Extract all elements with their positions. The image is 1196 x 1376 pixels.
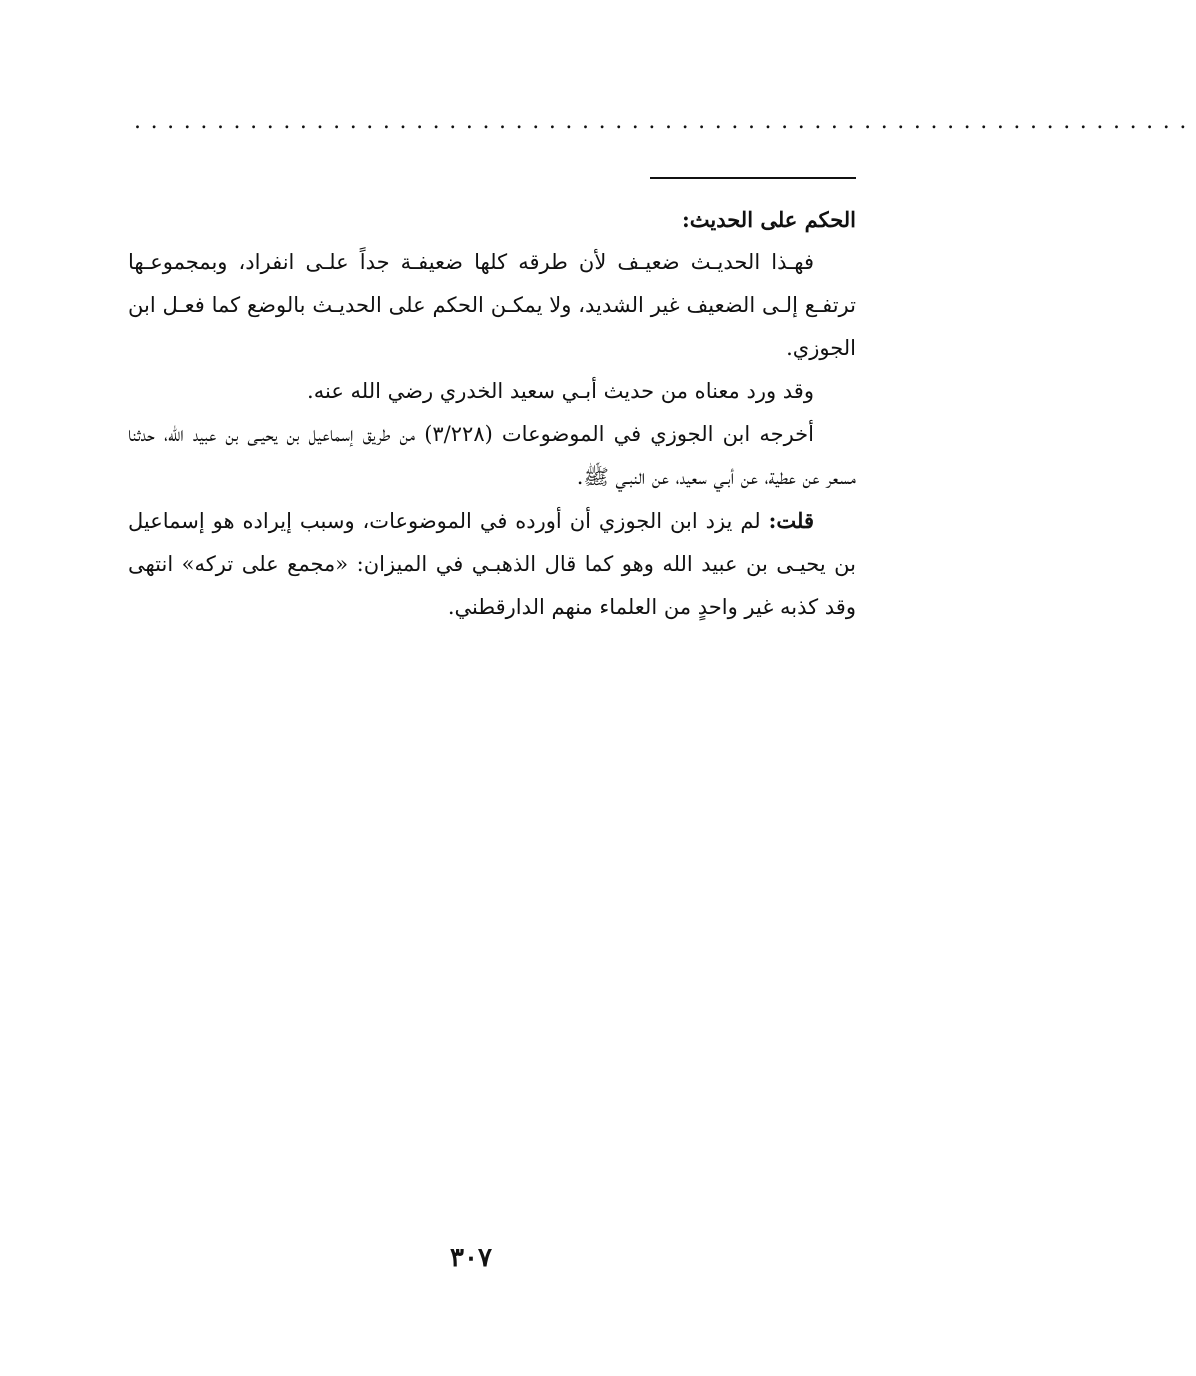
paragraph-text: أخرجه ابن الجوزي في الموضوعات (٣/٢٢٨) من طريق إسماعيل بن يحيـى بن عبيد الله، حدثنا مسعر عن عطية، عن أبـي سعيد، عن النبـي ﷺ. [128,422,856,489]
page-body [128,198,856,629]
dotted-separator: ................................................................ [134,109,1196,134]
paragraph-ruling [128,241,856,370]
paragraph-text: لم يزد ابن الجوزي أن أورده في الموضوعات، وسبب إيراده هو إسماعيل بن يحيـى بن عبيد الله وهو كما قال الذهبـي في الميزان: «مجمع على تركه» انتهى وقد كذبه غير واحدٍ من العلماء منهم الدارقطني. [128,509,856,619]
paragraph-text: وقد ورد معناه من حديث أبـي سعيد الخدري رضي الله عنه. [307,379,814,403]
paragraph-lead: قلت: [768,508,814,533]
page-number: ٣٠٧ [450,1243,492,1273]
paragraph-similar-hadith [128,370,856,413]
paragraph-takhrij [128,413,856,499]
paragraph-comment [128,499,856,629]
paragraph-text: فهـذا الحديـث ضعيـف لأن طرقه كلها ضعيفـة جداً علـى انفراد، وبمجموعـها ترتفـع إلـى الضعيف غير الشديد، ولا يمكـن الحكم على الحديـث بالوضع كما فعـل ابن الجوزي. [128,250,856,360]
footnote-rule [650,177,856,179]
section-heading: الحكم على الحديث: [682,207,856,232]
